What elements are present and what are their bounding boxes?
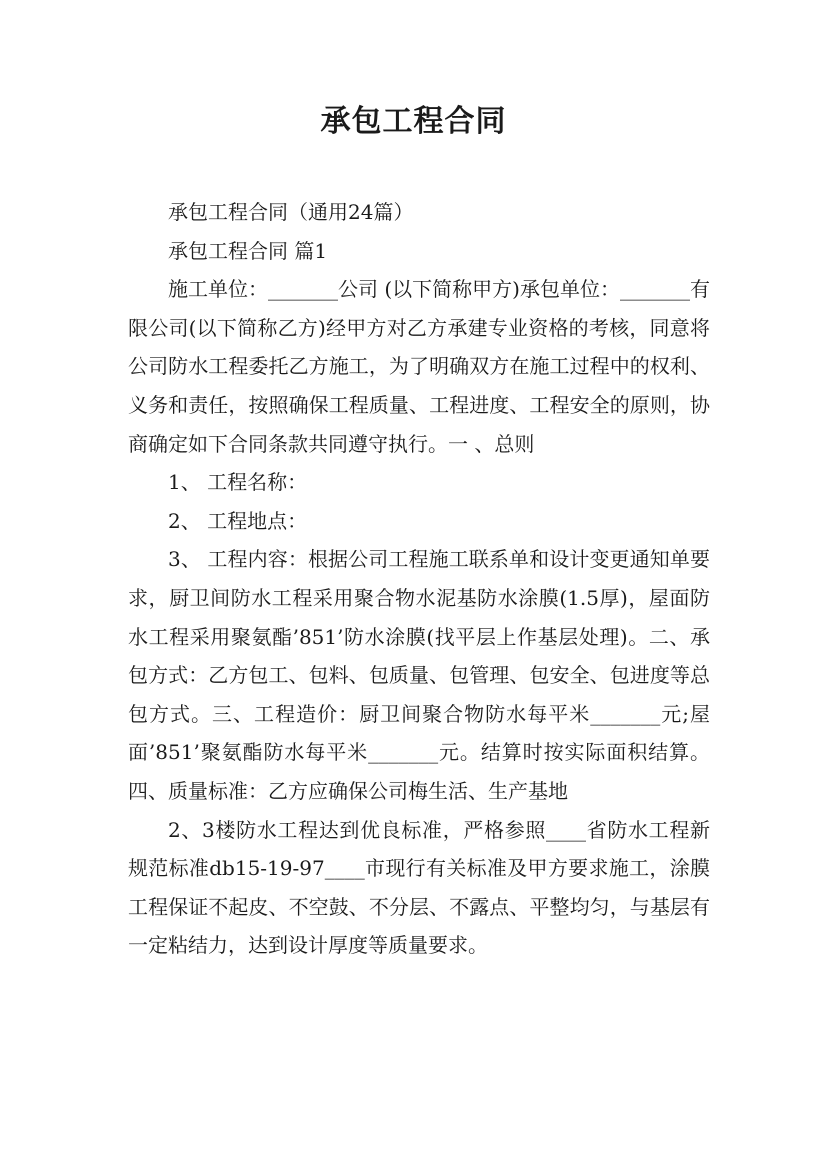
list-item-project-content: 3、 工程内容：根据公司工程施工联系单和设计变更通知单要求，厨卫间防水工程采用聚合物水泥基防水涂膜(1.5厚)，屋面防水工程采用聚氨酯’851’防水涂膜(找平层上作基层处理)。二、承包方式：乙方包工、包料、包质量、包管理、包安全、包进度等总包方式。三、工程造价：厨卫间聚合物防水每平米_______元;屋面’851’聚氨酯防水每平米_______元。结算时按实际面积结算。四、质量标准：乙方应确保公司梅生活、生产基地 bbox=[128, 547, 710, 803]
list-item-project-name: 1、 工程名称： bbox=[168, 470, 308, 495]
body-paragraph: 施工单位：_______公司 (以下简称甲方)承包单位：_______有限公司(以下简称乙方)经甲方对乙方承建专业资格的考核，同意将公司防水工程委托乙方施工，为了明确双方在施工过程中的权利、义务和责任，按照确保工程质量、工程进度、工程安全的原则，协商确定如下合同条款共同遵守执行。一 、总则 bbox=[128, 277, 710, 456]
document-body bbox=[128, 193, 710, 965]
document-title: 承包工程合同 bbox=[320, 104, 507, 139]
section-heading: 承包工程合同 篇1 bbox=[168, 238, 328, 263]
subtitle-paragraph: 承包工程合同（通用24篇） bbox=[168, 200, 414, 224]
list-item-project-location: 2、 工程地点： bbox=[168, 508, 308, 533]
body-paragraph: 2、3楼防水工程达到优良标准，严格参照____省防水工程新规范标准db15-19-97____市现行有关标准及甲方要求施工，涂膜工程保证不起皮、不空鼓、不分层、不露点、平整均匀，与基层有一定粘结力，达到设计厚度等质量要求。 bbox=[128, 817, 710, 958]
